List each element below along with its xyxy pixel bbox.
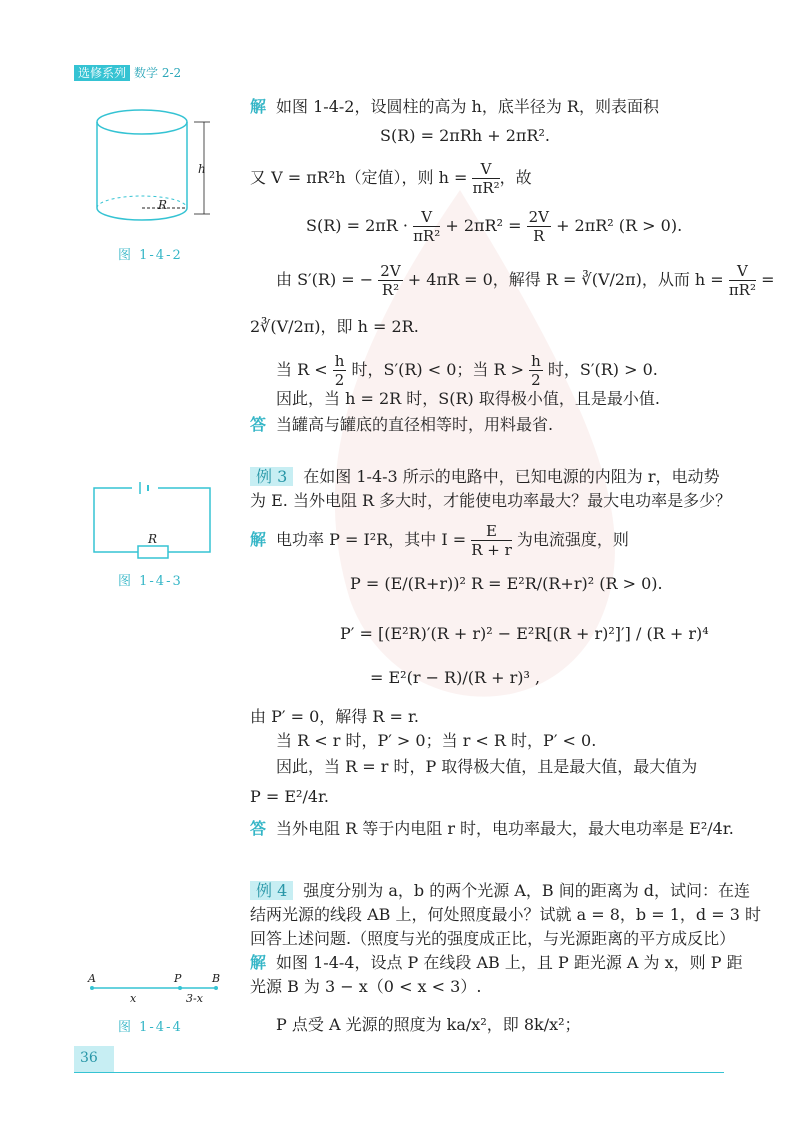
sol1-line2 [250,160,532,197]
segment-figure [88,978,228,998]
ex3-formula3: = E²(r − R)/(R + r)³ , [370,668,541,687]
sol1-line6: 因此，当 h = 2R 时，S(R) 取得极小值，且是最小值. [276,389,660,408]
fig144-A: A [88,972,96,985]
ex4-line2: 结两光源的线段 AB 上，何处照度最小？试就 a = 8，b = 1，d = 3 时 [250,905,761,924]
ex3-sol-line2: 由 P′ = 0，解得 R = r. [250,707,419,726]
sol1-line4: 2∛(V/2π)，即 h = 2R. [250,317,419,336]
ex3-sol-line5: P = E²/4r. [250,787,329,806]
sol1-line1 [250,96,659,118]
sol1-line3: 由 S′(R) = − $\frac{2V}{\text{R²}}$ + 4πR = 0，解得 R = ∛(V/2π)，从而 h = $\frac{V}{\text{πR²}}$ = [276,262,775,299]
footer-divider [74,1072,724,1073]
ex3-label: 例 3 [250,467,293,486]
circuit-figure [92,480,216,560]
ex3-formula2: P′ = [(E²R)′(R + r)² − E²R[(R + r)²]′] / (R + r)⁴ [340,624,709,643]
fig143-caption: 图 1-4-3 [118,574,183,589]
sol1-l2a: 又 V = πR²h（定值），则 h = [250,168,468,187]
fig144-rest: 3-x [186,992,203,1005]
fig144-P: P [174,972,182,985]
ex3-sol-line3: 当 R < r 时，P′ > 0；当 r < R 时，P′ < 0. [276,731,597,750]
ex3-formula1: P = (E/(R+r))² R = E²R/(R+r)² (R > 0). [350,574,663,593]
fig142-R: R [158,198,168,212]
subject-label: 数学 2-2 [134,66,182,80]
fig144-B: B [212,972,221,985]
sol1-line5: 当 R < $\frac{h}{2}$ 时，S′(R) < 0；当 R > $\frac{h}{2}$ 时，S′(R) > 0. [276,352,658,389]
ex3-sol-line1: 解 电功率 P = I²R，其中 I = $\frac{E}{R + r}$ 为电流强度，则 [250,522,629,559]
fig144-x: x [130,992,137,1005]
fig142-caption: 图 1-4-2 [118,248,183,263]
ex4-sol-line3: P 点受 A 光源的照度为 ka/x²，即 8k/x²； [276,1015,581,1034]
series-chip: 选修系列 [74,65,130,81]
ex4-sol-line2: 光源 B 为 3 − x（0 < x < 3）. [250,977,482,996]
ex3-answer: 答 当外电阻 R 等于内电阻 r 时，电功率最大，最大电功率是 E²/4r. [250,819,734,838]
fig144-caption: 图 1-4-4 [118,1020,183,1035]
ex4-line1: 例 4 强度分别为 a，b 的两个光源 A，B 间的距离为 d，试问：在连 [250,880,750,902]
frac-V-piR2: $\frac{V}{\text{πR²}}$ [472,160,500,197]
sol1-l2b: ，故 [499,168,532,187]
fig142-h: h [198,162,206,176]
sol1-formula1: S(R) = 2πRh + 2πR². [380,126,550,145]
watermark-logo [270,170,650,730]
ex4-sol-line1: 解 如图 1-4-4，设点 P 在线段 AB 上，且 P 距光源 A 为 x，则 P 距 [250,953,743,972]
sol1-formula2: S(R) = 2πR · $\frac{V}{\text{πR²}}$ + 2πR² = $\frac{2V}{R}$ + 2πR² (R > 0). [306,208,683,245]
sol1-text1: 如图 1-4-2，设圆柱的高为 h，底半径为 R，则表面积 [276,97,659,116]
sol1-answer: 答 当罐高与罐底的直径相等时，用料最省. [250,415,554,434]
ex4-label: 例 4 [250,881,293,900]
fig143-R: R [148,532,158,546]
ex4-line3: 回答上述问题.（照度与光的强度成正比，与光源距离的平方成反比） [250,929,736,948]
header-tag [74,64,181,81]
ex3-sol-line4: 因此，当 R = r 时，P 取得极大值，且是最大值，最大值为 [276,757,698,776]
page-number: 36 [80,1050,98,1066]
ex3-line2: 为 E. 当外电阻 R 多大时，才能使电功率最大？最大电功率是多少？ [250,491,732,510]
sol1-kw: 解 [250,97,267,116]
ex3-line1: 例 3 在如图 1-4-3 所示的电路中，已知电源的内阻为 r，电动势 [250,466,720,488]
